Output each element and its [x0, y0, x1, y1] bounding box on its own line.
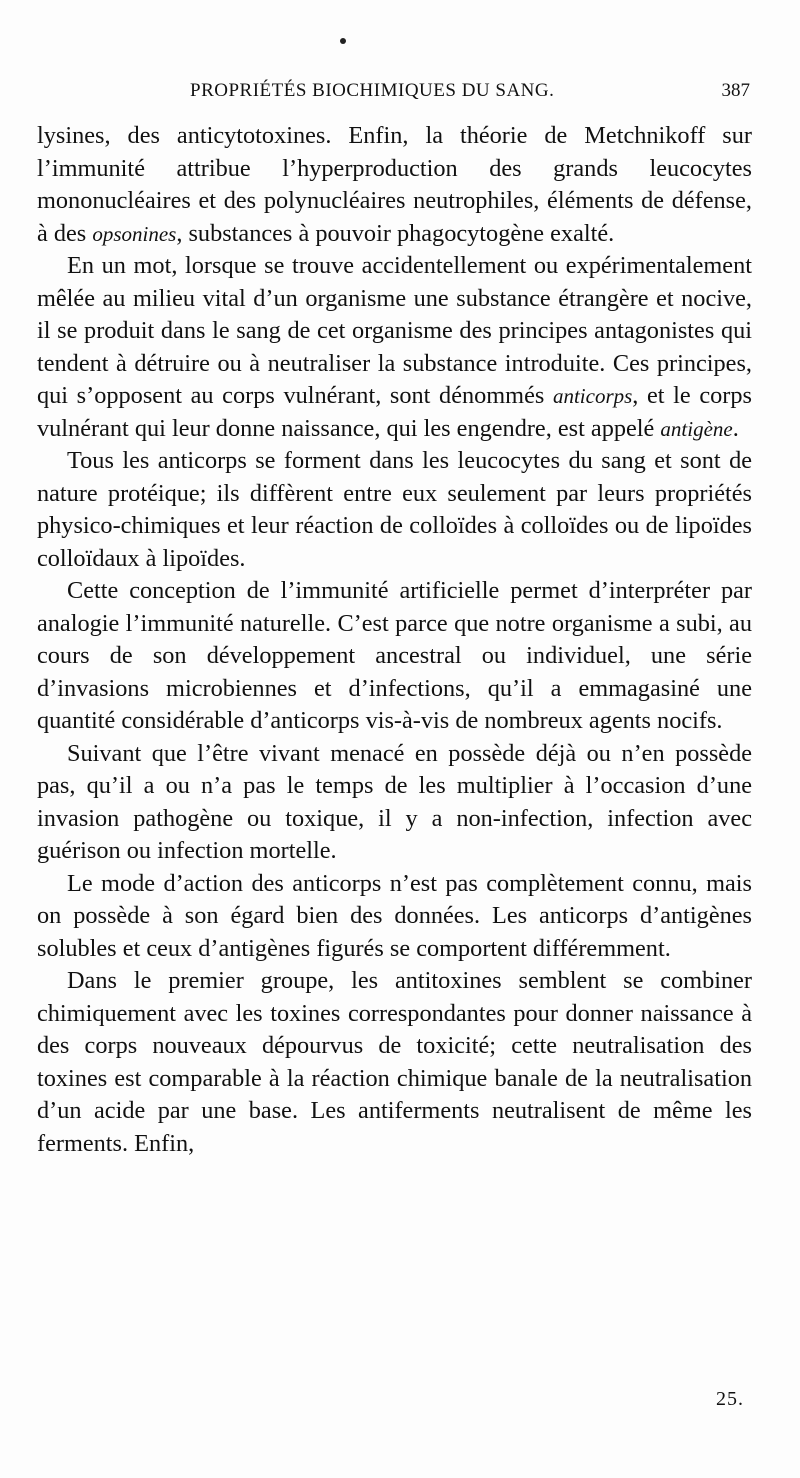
text-run: Suivant que l’être vivant menacé en possède déjà ou n’en possède pas, qu’il a ou n’a pas le temps de les multiplier à l’occasion d’une invasion pathogène ou toxique, il y a non-infection, infection avec guérison ou infection mortelle.	[37, 739, 752, 864]
text-run: , substances à pouvoir phagocytogène exalté.	[176, 219, 615, 247]
text-run: Dans le premier groupe, les antitoxines semblent se combiner chimiquement avec les toxines correspondantes pour donner naissance à des corps nouveaux dépourvus de toxicité; cette neutralisation des toxines est comparable à la réaction chimique banale de la neutralisation d’un acide par une base. Les antiferments neutralisent de même les ferments. Enfin,	[37, 967, 752, 1157]
paragraph	[37, 868, 752, 966]
text-run: En un mot, lorsque se trouve accidentellement ou expérimentalement mêlée au milieu vital d’un organisme une substance étrangère et nocive, il se produit dans le sang de cet organisme des principes antagonistes qui tendent à détruire ou à neutraliser la substance introduite. Ces principes, qui s’opposent au corps vulnérant, sont dénommés	[37, 252, 752, 409]
italic-term: opsonines	[92, 221, 177, 246]
text-run: Cette conception de l’immunité artificielle permet d’interpréter par analogie l’immunité naturelle. C’est parce que notre organisme a subi, au cours de son développement ancestral ou individuel, une série d’invasions microbiennes et d’infections, qu’il a emmagasiné une quantité considérable d’anticorps vis-à-vis de nombreux agents nocifs.	[37, 577, 752, 734]
text-run: .	[732, 414, 739, 442]
italic-term: antigène	[660, 416, 733, 441]
italic-term: anticorps	[552, 384, 633, 408]
paragraph	[37, 738, 752, 868]
text-run: Tous les anticorps se forment dans les leucocytes du sang et sont de nature protéique; ils diffèrent entre eux seulement par leurs propriétés physico-chimiques et leur réaction de colloïdes à colloïdes ou de lipoïdes colloïdaux à lipoïdes.	[37, 447, 752, 572]
body-text	[37, 120, 752, 1160]
page-header	[40, 80, 750, 110]
signature-mark: 25.	[716, 1388, 744, 1410]
ink-speck	[340, 38, 346, 44]
paragraph	[37, 965, 752, 1160]
text-run: lysines, des anticytotoxines. Enfin, la théorie de Metchnikoff sur l’immunité attribue l’hyperproduction des grands leucocytes mononucléaires et des polynucléaires neutrophiles, éléments de défense, à des	[37, 122, 752, 247]
paragraph	[37, 250, 752, 445]
page-number: 387	[721, 80, 750, 101]
paragraph	[37, 445, 752, 575]
paragraph	[37, 120, 752, 250]
text-run: , et le corps vulnérant qui leur donne naissance, qui les engendre, est appelé	[37, 382, 752, 442]
running-title: PROPRIÉTÉS BIOCHIMIQUES DU SANG.	[190, 80, 555, 101]
paragraph	[37, 575, 752, 738]
text-run: Le mode d’action des anticorps n’est pas complètement connu, mais on possède à son égard bien des données. Les anticorps d’antigènes solubles et ceux d’antigènes figurés se comportent différemment.	[37, 869, 752, 962]
